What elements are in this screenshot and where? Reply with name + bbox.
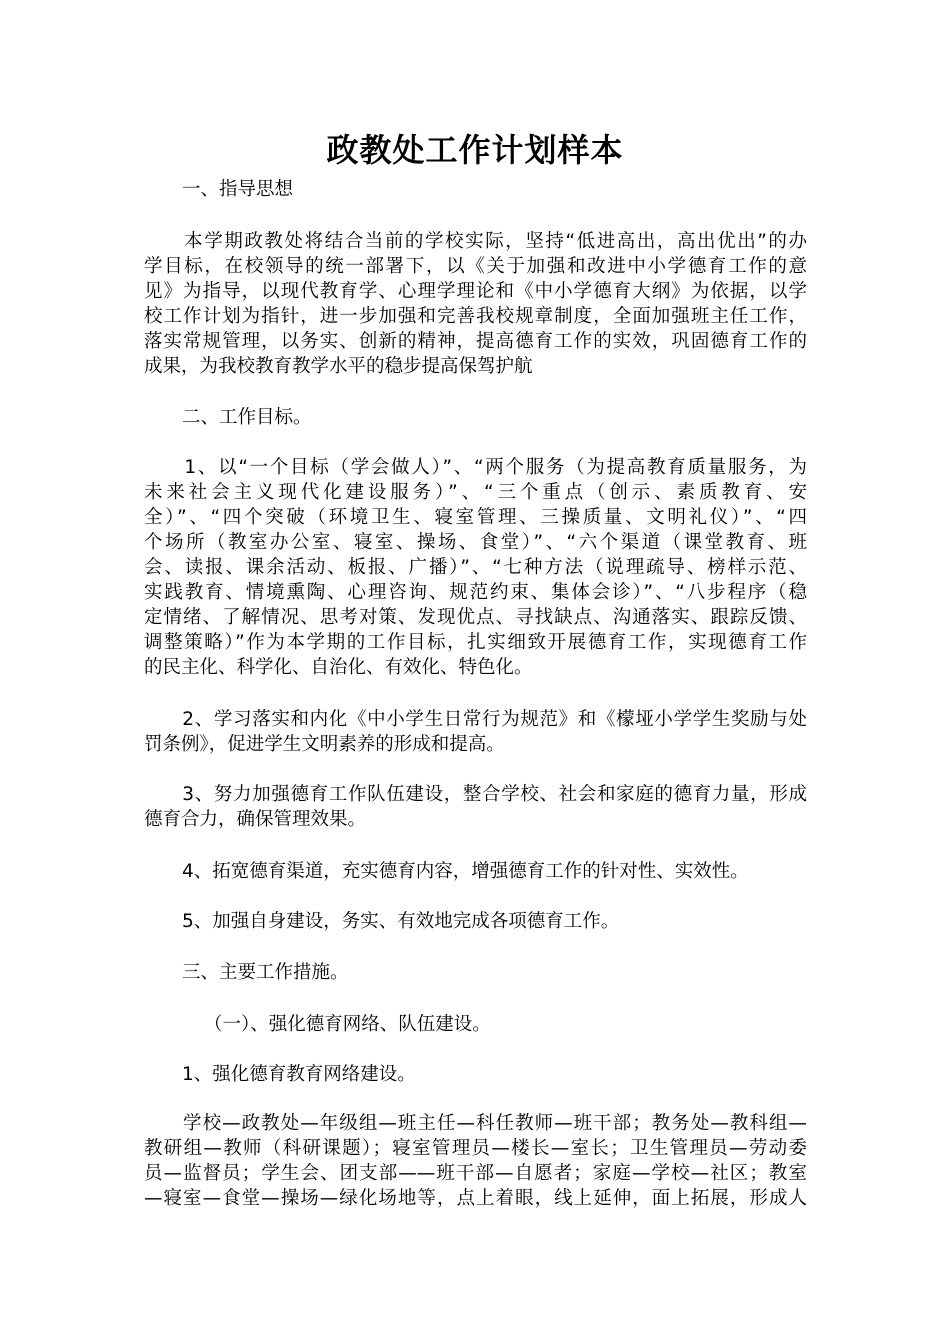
paragraph-line: 2、学习落实和内化《中小学生日常行为规范》和《檬垭小学学生奖励与处 bbox=[144, 709, 807, 730]
paragraph-line: 3、努力加强德育工作队伍建设，整合学校、社会和家庭的德育力量，形成 bbox=[144, 784, 807, 805]
paragraph-line: 的民主化、科学化、自治化、有效化、特色化。 bbox=[144, 657, 533, 678]
paragraph-line: 1、以“一个目标（学会做人）”、“两个服务（为提高教育质量服务，为 bbox=[144, 457, 807, 478]
goal-4-line: 4、拓宽德育渠道，充实德育内容，增强德育工作的针对性、实效性。 bbox=[182, 861, 749, 882]
paragraph-line: 成果，为我校教育教学水平的稳步提高保驾护航 bbox=[144, 356, 533, 377]
section3-heading: 三、主要工作措施。 bbox=[182, 962, 349, 983]
paragraph-line: 本学期政教处将结合当前的学校实际，坚持“低进高出，高出优出”的办 bbox=[144, 231, 807, 252]
paragraph-line: 学校—政教处—年级组—班主任—科任教师—班干部；教务处—教科组— bbox=[144, 1113, 807, 1134]
paragraph-line: 实践教育、情境熏陶、心理咨询、规范约束、集体会诊）”、“八步程序（稳 bbox=[144, 582, 807, 603]
goal-3-paragraph bbox=[144, 782, 807, 832]
subsection1-heading: （一）、强化德育网络、队伍建设。 bbox=[204, 1014, 491, 1035]
goal-2-paragraph bbox=[144, 707, 807, 757]
paragraph-line: 调整策略）”作为本学期的工作目标，扎实细致开展德育工作，实现德育工作 bbox=[144, 632, 807, 653]
paragraph-line: 定情绪、了解情况、思考对策、发现优点、寻找缺点、沟通落实、跟踪反馈、 bbox=[144, 607, 807, 628]
paragraph-line: 会、读报、课余活动、板报、广播）”、“七种方法（说理疏导、榜样示范、 bbox=[144, 557, 807, 578]
paragraph-line: 德育合力，确保管理效果。 bbox=[144, 809, 367, 830]
paragraph-line: 罚条例》，促进学生文明素养的形成和提高。 bbox=[144, 734, 505, 755]
measure1-paragraph bbox=[144, 1111, 807, 1211]
paragraph-line: —寝室—食堂—操场—绿化场地等，点上着眼，线上延伸，面上拓展，形成人 bbox=[144, 1188, 807, 1209]
paragraph-line: 教研组—教师（科研课题）；寝室管理员—楼长—室长；卫生管理员—劳动委 bbox=[144, 1138, 807, 1159]
section2-heading: 二、工作目标。 bbox=[182, 407, 312, 428]
paragraph-line: 校工作计划为指针，进一步加强和完善我校规章制度，全面加强班主任工作， bbox=[144, 306, 807, 327]
goal-5-line: 5、加强自身建设，务实、有效地完成各项德育工作。 bbox=[182, 911, 620, 932]
document-title: 政教处工作计划样本 bbox=[326, 131, 624, 169]
paragraph-line: 未来社会主义现代化建设服务）”、“三个重点（创示、素质教育、安 bbox=[144, 482, 807, 503]
paragraph-line: 见》为指导，以现代教育学、心理学理论和《中小学德育大纲》为依据，以学 bbox=[144, 281, 807, 302]
section1-paragraph bbox=[144, 229, 807, 379]
paragraph-line: 落实常规管理，以务实、创新的精神，提高德育工作的实效，巩固德育工作的 bbox=[144, 331, 807, 352]
paragraph-line: 个场所（教室办公室、寝室、操场、食堂）”、“六个渠道（课堂教育、班 bbox=[144, 532, 807, 553]
measure1-heading: 1、强化德育教育网络建设。 bbox=[182, 1064, 416, 1085]
section1-heading: 一、指导思想 bbox=[182, 179, 294, 200]
goal-1-paragraph bbox=[144, 455, 807, 680]
paragraph-line: 学目标，在校领导的统一部署下，以《关于加强和改进中小学德育工作的意 bbox=[144, 256, 807, 277]
paragraph-line: 全）”、“四个突破（环境卫生、寝室管理、三操质量、文明礼仪）”、“四 bbox=[144, 507, 807, 528]
paragraph-line: 员—监督员；学生会、团支部——班干部—自愿者；家庭—学校—社区；教室 bbox=[144, 1163, 807, 1184]
